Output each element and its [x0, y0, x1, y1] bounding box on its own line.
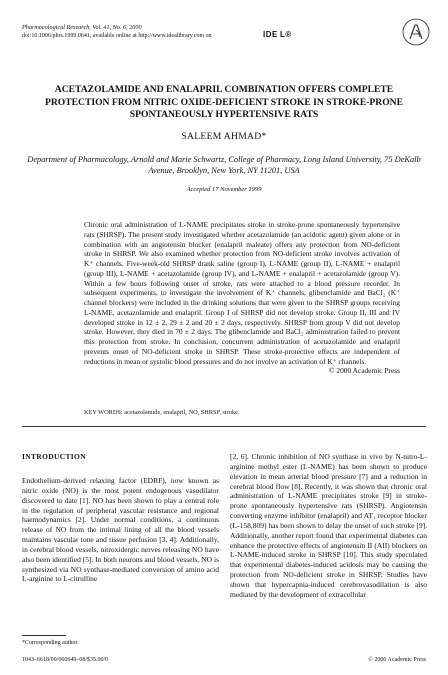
abstract-copyright: © 2000 Academic Press — [328, 366, 400, 376]
intro-left-column: Endothelium-derived relaxing factor (EDRF), now known as nitric oxide (NO) is the most potent endogenous vasodilator discovered to date [1]. NO has been shown to play a central role in the regulation of peripheral vascular resistance and regional haemodynamics [2]. Under normal conditions, a continuous release of NO from the intimal lining of all the blood vessels maintains vascular tone and tissue perfusion [3, 4]. Additionally, in cerebral blood vessels, nitroxidergic nerves releasing NO have also been identified [5]. In both neurons and blood vessels, NO is synthesized via NO synthase-mediated conversion of amino acid L-arginine to L-citrulline — [22, 476, 219, 584]
doi-line: doi:10.1006/phrs.1999.0641, available online at http://www.idealibrary.com on — [22, 33, 212, 39]
ideal-mark: IDE L® — [263, 30, 292, 39]
abstract — [84, 220, 400, 376]
section-divider — [22, 426, 426, 427]
footer-copyright: © 2000 Academic Press — [368, 657, 426, 663]
affiliation: Department of Pharmacology, Arnold and Marie Schwartz, College of Pharmacy, Long Island University, 75 DeKalb Avenue, Brooklyn, New York, NY 11201, USA — [27, 155, 421, 175]
intro-right-column: [2, 6]. Chronic inhibition of NO synthase in vivo by N-nitro-L-arginine methyl ester (L-NAME) has been shown to produce elevation in mean arterial blood pressure [7] and a reduction in cerebral blood flow [8]. Recently, it was shown that chronic oral administration of L-NAME precipitates stroke [9] in stroke-prone spontaneously hypertensive rats (SHRSP). Angiotensin converting enzyme inhibitor (enalapril) and AT₁ receptor blocker (L-158,809) has been shown to delay the onset of such stroke [9]. Additionally, another report found that experimental diabetes can enhance the protective effects of angiotensin II (AII) blockers on L-NAME-induced stroke in SHRSP [10]. This study speculated that experimental diabetes-induced acidosis may be causing the protection from NO-deficient stroke in SHRSP. Studies have shown that hypercapnia-induced cerebrovasodilation is also mediated by the development of extracellular — [230, 452, 427, 599]
section-heading: INTRODUCTION — [22, 452, 86, 461]
issn-line: 1043–6618/00/060649–08/$35.00/0 — [22, 657, 109, 663]
keywords: KEY WORDS: acetazolamide, enalapril, NO, SHRSP, stroke. — [84, 409, 240, 416]
author-name: SALEEM AHMAD* — [181, 131, 267, 142]
paper-title: ACETAZOLAMIDE AND ENALAPRIL COMBINATION OFFERS COMPLETE PROTECTION FROM NITRIC OXIDE-DEFICIENT STROKE IN STROKE-PRONE SPONTANEOUSLY HYPERTENSIVE RATS — [44, 84, 404, 120]
publisher-logo-icon — [402, 18, 430, 46]
journal-citation: Pharmacological Research, Vol. 41, No. 6, 2000 — [22, 24, 142, 31]
accepted-date: Accepted 17 November 1999 — [186, 186, 262, 193]
abstract-body: Chronic oral administration of L-NAME precipitates stroke in stroke-prone spontaneously hypertensive rats (SHRSP). The present study investigated whether acetazolamide (an acidotic agent) given alone or in combination with an angiotensin blocker (enalapril maleate) offers any protection from NO-deficient stroke in SHRSP. We also examined whether protection from NO-deficient stroke involves activation of K⁺ channels. Five-week-old SHRSP drank saline (group I), L-NAME (group II), L-NAME + enalapril (group III), L-NAME + acetazolamide (group IV), and L-NAME + enalapril + acetazolamide (group V). Within a few hours following onset of stroke, rats were attached to a blood pressure recorder. In subsequent experiments, to investigate the involvement of K⁺ channels, glibenclamide and BaCl₂ (K⁺ channel blockers) were included in the drinking solutions that were given to the SHRSP groups receiving L-NAME, acetazolamide and enalapril. Group I of SHRSP did not develop stroke. Group II, III and IV developed stroke in 12 ± 2, 29 ± 2 and 20 ± 2 days, respectively. SHRSP from group V did not develop stroke. However, they died in 70 ± 2 days. The glibenclamide and BaCl₂ administration failed to prevent this protection from stroke. In conclusion, concurrent administration of acetazolamide and enalapril prevents onset of NO-deficient stroke in SHRSP. These stroke-protective effects are independent of reductions in mean or systolic blood pressures and do not involve an activation of K⁺ channels. — [84, 220, 400, 366]
footnote: *Corresponding author. — [22, 640, 79, 646]
footnote-divider — [22, 635, 66, 636]
